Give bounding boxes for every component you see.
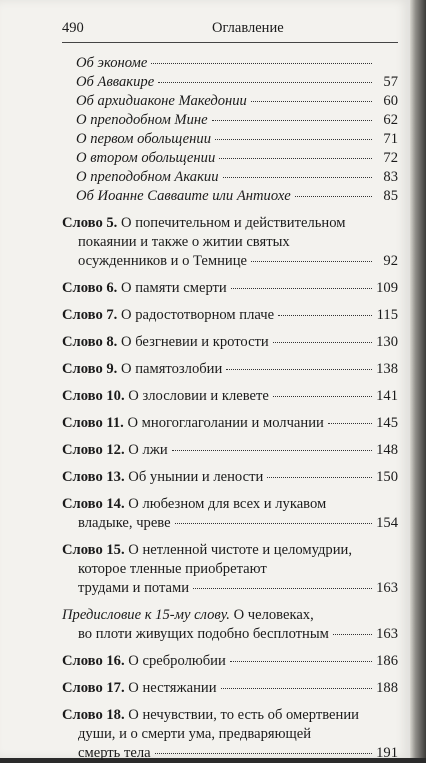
book-spine-edge [410, 0, 426, 758]
toc-entry-slovo-6: Слово 6. О памяти смерти 109 [62, 280, 398, 296]
toc-entry-slovo-12: Слово 12. О лжи 148 [62, 442, 398, 458]
page-header [62, 16, 398, 43]
toc-entry-slovo-11: Слово 11. О многоглаголании и молчании 145 [62, 415, 398, 431]
table-of-contents [62, 54, 398, 763]
toc-entry-slovo-15: Слово 15. О нетленной чистоте и целомудрии, которое тленные приобретают трудами и потами 163 [62, 542, 398, 596]
toc-subentry: О втором обольщении 72 [76, 150, 398, 166]
toc-subentry: О преподобном Акакии 83 [76, 169, 398, 185]
running-title: Оглавление [212, 20, 284, 36]
toc-subentry: О преподобном Мине 62 [76, 112, 398, 128]
toc-entry-slovo-18: Слово 18. О нечувствии, то есть об омертвении души, и о смерти ума, предваряющей смерть тела 191 [62, 707, 398, 761]
toc-entry-slovo-9: Слово 9. О памятозлобии 138 [62, 361, 398, 377]
toc-subentry: Об Иоанне Савваите или Антиохе 85 [76, 188, 398, 204]
toc-subentry: Об Аввакире 57 [76, 74, 398, 90]
toc-entry-slovo-5: Слово 5. О попечительном и действительном покаянии и также о житии святых осужденников и о Темнице 92 [62, 215, 398, 269]
toc-entry-slovo-13: Слово 13. Об унынии и лености 150 [62, 469, 398, 485]
toc-entry-slovo-7: Слово 7. О радостотворном плаче 115 [62, 307, 398, 323]
toc-entry-slovo-17: Слово 17. О нестяжании 188 [62, 680, 398, 696]
toc-entry-preface-15: Предисловие к 15-му слову. О человеках, во плоти живущих подобно бесплотным 163 [62, 607, 398, 642]
toc-subentry: Об экономе [62, 54, 398, 73]
toc-entry-slovo-14: Слово 14. О любезном для всех и лукавом владыке, чреве 154 [62, 496, 398, 531]
toc-entry-slovo-10: Слово 10. О злословии и клевете 141 [62, 388, 398, 404]
toc-entry-slovo-16: Слово 16. О сребролюбии 186 [62, 653, 398, 669]
page-number: 490 [62, 20, 84, 36]
toc-subentry: О первом обольщении 71 [76, 131, 398, 147]
toc-subentry: Об архидиаконе Македонии 60 [76, 93, 398, 109]
toc-entry-slovo-8: Слово 8. О безгневии и кротости 130 [62, 334, 398, 350]
